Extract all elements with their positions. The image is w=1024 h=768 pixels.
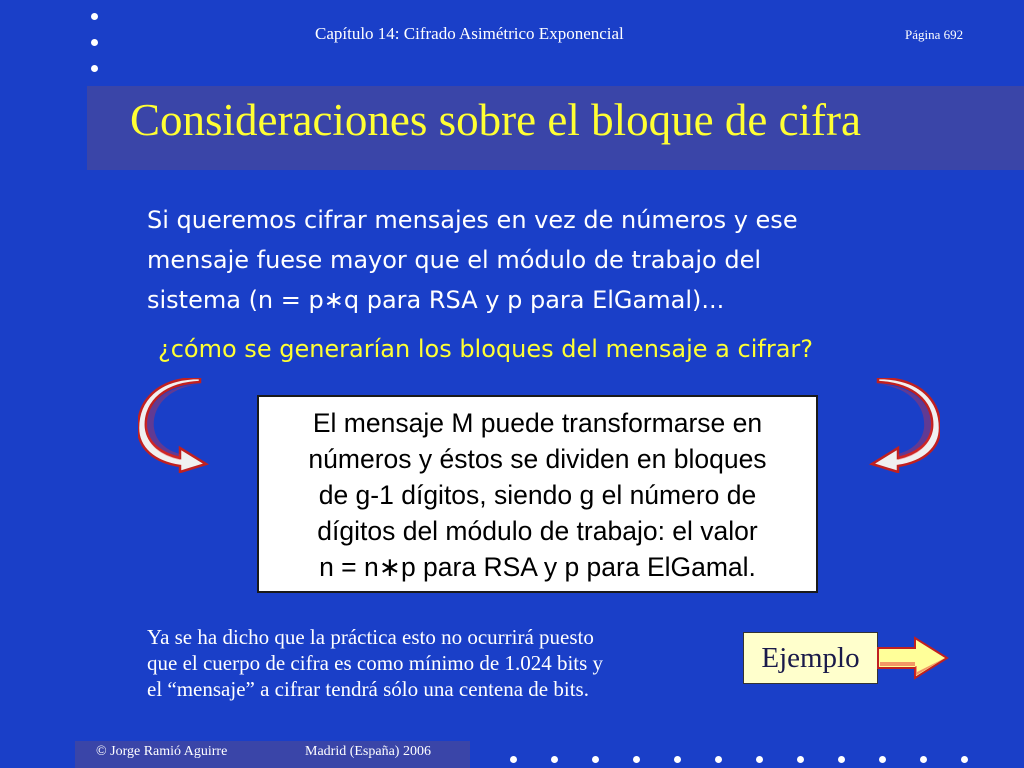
box-line: números y éstos se dividen en bloques xyxy=(308,444,767,474)
decorative-dot xyxy=(91,13,98,20)
curved-arrow-right-icon xyxy=(868,378,940,473)
decorative-dot xyxy=(91,65,98,72)
decorative-dot xyxy=(961,756,968,763)
example-button[interactable]: Ejemplo xyxy=(743,632,878,684)
decorative-dot xyxy=(920,756,927,763)
footer-copyright: © Jorge Ramió Aguirre xyxy=(96,744,228,759)
box-line: dígitos del módulo de trabajo: el valor xyxy=(317,516,758,546)
decorative-dot xyxy=(91,39,98,46)
footnote-line: Ya se ha dicho que la práctica esto no ocurrirá puesto xyxy=(147,625,594,649)
decorative-dot xyxy=(551,756,558,763)
curved-arrow-left-icon xyxy=(138,378,210,473)
slide-title: Consideraciones sobre el bloque de cifra xyxy=(130,95,861,145)
intro-paragraph xyxy=(147,200,947,320)
page-number: Página 692 xyxy=(905,27,964,42)
box-line: n = n∗p para RSA y p para ElGamal. xyxy=(319,552,756,582)
chapter-title: Capítulo 14: Cifrado Asimétrico Exponencial xyxy=(315,24,624,43)
decorative-dot xyxy=(756,756,763,763)
intro-line: Si queremos cifrar mensajes en vez de números y ese xyxy=(147,206,798,234)
decorative-dot xyxy=(838,756,845,763)
box-line: El mensaje M puede transformarse en xyxy=(312,408,763,438)
intro-line: mensaje fuese mayor que el módulo de trabajo del xyxy=(147,246,762,274)
decorative-dot xyxy=(633,756,640,763)
arrow-right-icon[interactable] xyxy=(877,636,949,680)
intro-line: sistema (n = p∗q para RSA y p para ElGamal)... xyxy=(147,286,725,314)
decorative-dot xyxy=(674,756,681,763)
footnote-line: que el cuerpo de cifra es como mínimo de 1.024 bits y xyxy=(147,651,604,675)
box-line: de g-1 dígitos, siendo g el número de xyxy=(318,480,757,510)
decorative-dot xyxy=(879,756,886,763)
question-text: ¿cómo se generarían los bloques del mensaje a cifrar? xyxy=(158,335,814,363)
footer-location: Madrid (España) 2006 xyxy=(305,744,431,759)
footnote-line: el “mensaje” a cifrar tendrá sólo una centena de bits. xyxy=(147,677,589,701)
explanation-box xyxy=(257,395,818,593)
decorative-dot xyxy=(592,756,599,763)
decorative-dot xyxy=(510,756,517,763)
decorative-dot xyxy=(715,756,722,763)
decorative-dot xyxy=(797,756,804,763)
footnote-paragraph xyxy=(147,624,727,702)
